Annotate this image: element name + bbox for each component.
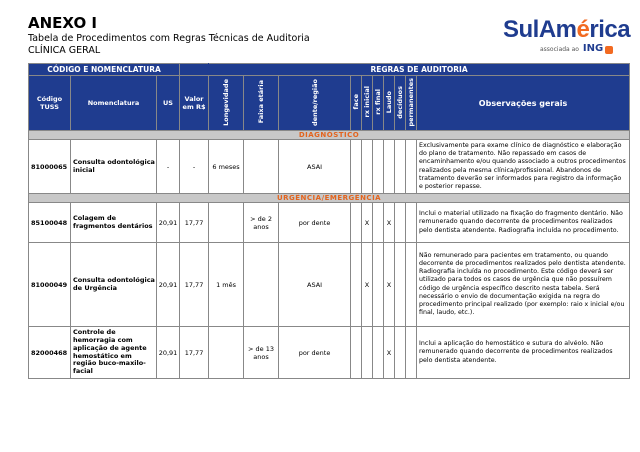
rx-final-label: rx final (374, 89, 383, 115)
column-header-row (29, 76, 630, 131)
rx-final-cell (373, 243, 384, 327)
rx-initial-cell (362, 140, 373, 194)
us-cell: 20,91 (157, 243, 180, 327)
longevity-cell: 1 mês (209, 243, 244, 327)
col-tooth-header (279, 76, 351, 131)
col-rx-final-header (373, 76, 384, 131)
col-report-header (384, 76, 395, 131)
col-name-header: Nomenclatura (71, 76, 157, 131)
col-permanent-header (406, 76, 417, 131)
permanent-cell (406, 243, 417, 327)
longevity-cell: 6 meses (209, 140, 244, 194)
empty-header-cell (180, 64, 209, 76)
tooth-label: dente/região (310, 78, 319, 126)
name-cell: Colagem de fragmentos dentários (71, 203, 157, 243)
logo-prefix: SulAm (503, 16, 577, 43)
col-longevity-header (209, 76, 244, 131)
age-label: Faixa etária (257, 80, 266, 124)
rx-final-cell (373, 327, 384, 379)
logo-suffix: rica (589, 16, 631, 43)
rx-initial-cell: X (362, 203, 373, 243)
age-cell (244, 243, 279, 327)
table-row (29, 203, 630, 243)
document-title: ANEXO I (28, 14, 97, 32)
col-rx-initial-header (362, 76, 373, 131)
deciduous-cell (395, 327, 406, 379)
age-cell: > de 13 anos (244, 327, 279, 379)
code-cell: 81000065 (29, 140, 71, 194)
table-row (29, 327, 630, 379)
section-row (29, 131, 630, 140)
us-cell: - (157, 140, 180, 194)
code-name-group-header: CÓDIGO E NOMENCLATURA (29, 64, 180, 76)
logo-accent: é (576, 16, 590, 43)
permanent-cell (406, 203, 417, 243)
tooth-cell: por dente (279, 327, 351, 379)
value-cell: - (180, 140, 209, 194)
tooth-cell: por dente (279, 203, 351, 243)
clinic-label: CLÍNICA GERAL (28, 45, 101, 56)
section-row (29, 194, 630, 203)
procedures-table (28, 63, 630, 379)
deciduous-cell (395, 140, 406, 194)
col-deciduous-header (395, 76, 406, 131)
longevity-cell (209, 203, 244, 243)
face-cell (351, 243, 362, 327)
association-note (540, 43, 613, 54)
col-obs-header: Observações gerais (417, 76, 630, 131)
table-row (29, 140, 630, 194)
code-cell: 82000468 (29, 327, 71, 379)
face-cell (351, 140, 362, 194)
rx-final-cell (373, 140, 384, 194)
report-label: Laudo (385, 90, 394, 114)
rx-initial-cell (362, 327, 373, 379)
tooth-cell: ASAI (279, 243, 351, 327)
face-cell (351, 203, 362, 243)
col-age-header (244, 76, 279, 131)
rules-group-header: REGRAS DE AUDITORIA (209, 64, 630, 76)
value-cell: 17,77 (180, 203, 209, 243)
report-cell: X (384, 327, 395, 379)
age-cell: > de 2 anos (244, 203, 279, 243)
obs-cell: Inclui o material utilizado na fixação do fragmento dentário. Não remunerado quando decorrente de procedimentos realizados pelo dentista atendente. Radiografia incluída no procedimento. (417, 203, 630, 243)
assoc-text: associada ao (540, 46, 579, 53)
sulamerica-logo (503, 16, 630, 44)
deciduous-cell (395, 203, 406, 243)
report-cell: X (384, 203, 395, 243)
col-code-header: Código TUSS (29, 76, 71, 131)
deciduous-label: decíduos (396, 85, 405, 119)
longevity-label: Longevidade (222, 78, 231, 126)
report-cell (384, 140, 395, 194)
group-header-row (29, 64, 630, 76)
ing-logo: ING (582, 43, 604, 54)
col-us-header: US (157, 76, 180, 131)
col-face-header (351, 76, 362, 131)
name-cell: Controle de hemorragia com aplicação de agente hemostático em região buco-maxilo-facial (71, 327, 157, 379)
rx-final-cell (373, 203, 384, 243)
document-subtitle: Tabela de Procedimentos com Regras Técnicas de Auditoria (28, 33, 310, 44)
us-cell: 20,91 (157, 327, 180, 379)
permanent-cell (406, 140, 417, 194)
section-title: URGÊNCIA/EMERGÊNCIA (29, 194, 630, 203)
rx-initial-label: rx inicial (363, 86, 372, 118)
us-cell: 20,91 (157, 203, 180, 243)
permanent-cell (406, 327, 417, 379)
permanent-label: permanentes (407, 77, 416, 127)
col-value-header: Valor em R$ (180, 76, 209, 131)
name-cell: Consulta odontológica de Urgência (71, 243, 157, 327)
deciduous-cell (395, 243, 406, 327)
code-cell: 81000049 (29, 243, 71, 327)
longevity-cell (209, 327, 244, 379)
tooth-cell: ASAI (279, 140, 351, 194)
age-cell (244, 140, 279, 194)
obs-cell: Não remunerado para pacientes em tratamento, ou quando decorrente de procedimentos realizados pelo dentista atendente. Radiografia incluída no procedimento. Este código deverá ser utilizado para todos os casos de urgência que não possuírem código de urgência específico descrito nesta tabela. Será necessário o envio de documentação exigida na regra do procedimento principal realizado (por exemplo: raio x inicial e/ou final, laudo, etc.). (417, 243, 630, 327)
ing-lion-icon (605, 46, 613, 54)
obs-cell: Exclusivamente para exame clínico de diagnóstico e elaboração do plano de tratamento. Não repassado em casos de encaminhamento e/ou quando associado a outros procedimentos realizados pela mesma clínica/profissional. Abandonos de tratamento deverão ser informados para registro da informação e posterior repasse. (417, 140, 630, 194)
name-cell: Consulta odontológica inicial (71, 140, 157, 194)
face-cell (351, 327, 362, 379)
section-title: DIAGNÓSTICO (29, 131, 630, 140)
obs-cell: Inclui a aplicação do hemostático e sutura do alvéolo. Não remunerado quando decorrente de procedimentos realizados pelo dentista atendente. (417, 327, 630, 379)
report-cell: X (384, 243, 395, 327)
code-cell: 85100048 (29, 203, 71, 243)
value-cell: 17,77 (180, 327, 209, 379)
table-row (29, 243, 630, 327)
rx-initial-cell: X (362, 243, 373, 327)
face-label: face (352, 94, 361, 110)
value-cell: 17,77 (180, 243, 209, 327)
